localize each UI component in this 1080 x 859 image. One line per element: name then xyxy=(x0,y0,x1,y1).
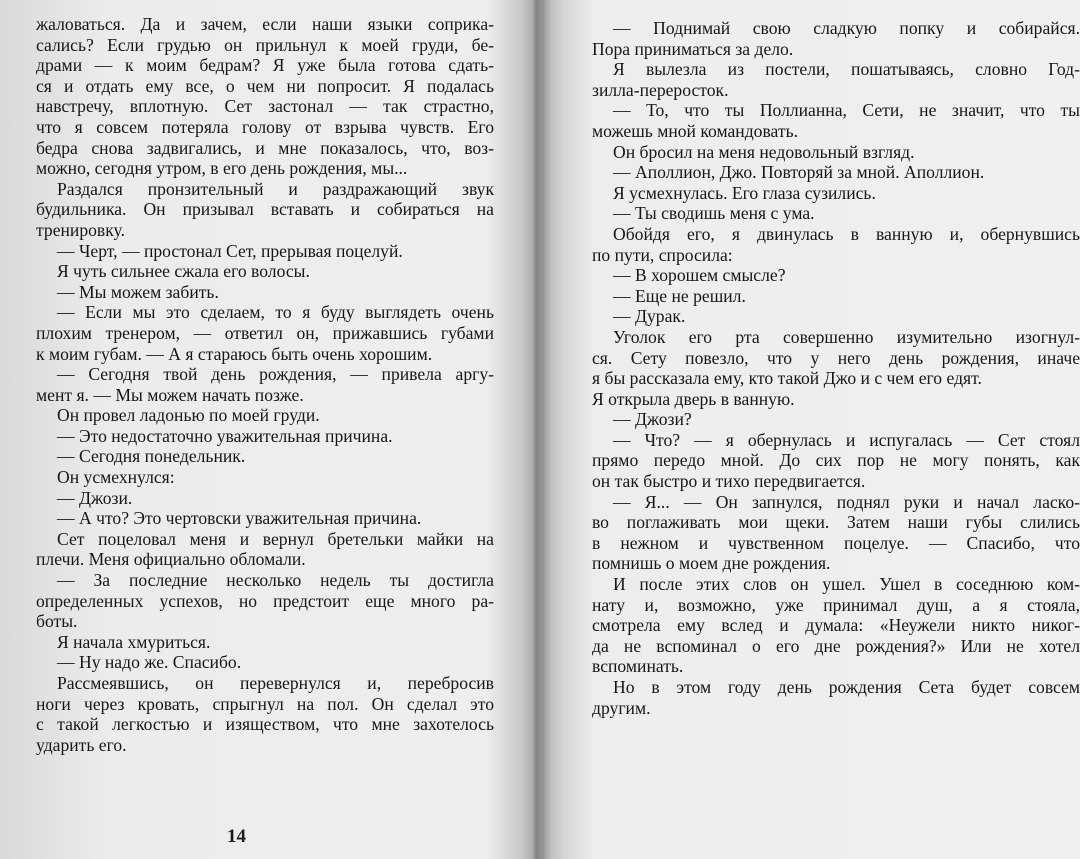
text-line: можешь мной командовать. xyxy=(592,120,798,141)
text-line: что я совсем потеряла голову от взрыва чувств. Его xyxy=(36,116,494,137)
text-line: зилла-переросток. xyxy=(592,79,729,100)
text-line: — Черт, — простонал Сет, прерывая поцелуй. xyxy=(57,240,403,261)
text-line: с такой легкостью и изяществом, что мне захотелось xyxy=(36,714,494,735)
text-line: — Аполлион, Джо. Повторяй за мной. Аполлион. xyxy=(613,162,985,183)
text-line: можно, сегодня утром, в его день рождения, мы... xyxy=(36,158,408,179)
text-line: вспоминать. xyxy=(592,656,684,677)
text-line: Но в этом году день рождения Сета будет совсем xyxy=(613,677,1080,697)
right-page-text xyxy=(592,14,1080,718)
text-line: — Сегодня понедельник. xyxy=(57,446,246,467)
text-line: — Что? — я обернулась и испугалась — Сет стоял xyxy=(613,429,1080,450)
text-line: сались? Если грудью он прильнул к моей груди, бе- xyxy=(36,34,494,55)
text-line: — Джози? xyxy=(613,409,692,430)
text-line: Уголок его рта совершенно изумительно изогнул- xyxy=(613,326,1080,347)
text-line: в нежном и чувственном поцелуе. — Спасибо, что xyxy=(592,532,1080,553)
text-line: к моим губам. — А я стараюсь быть очень хорошим. xyxy=(36,343,433,364)
text-line: мент я. — Мы можем начать позже. xyxy=(36,384,304,405)
text-line: другим. xyxy=(592,697,651,718)
text-line: Я вылезла из постели, пошатываясь, словно Год- xyxy=(613,59,1080,80)
text-line: — Джози. xyxy=(57,487,133,508)
right-page xyxy=(546,0,1080,859)
text-line: прямо передо мной. До сих пор не могу понять, как xyxy=(592,450,1080,471)
text-line: Он усмехнулся: xyxy=(57,467,175,488)
text-line: — Ну надо же. Спасибо. xyxy=(57,652,242,673)
page-number: 14 xyxy=(227,826,246,847)
text-line: да не вспоминал о его дне рождения?» Или не хотел xyxy=(592,635,1080,656)
text-line: — То, что ты Поллианна, Сети, не значит, что ты xyxy=(613,100,1080,121)
text-line: — Поднимай свою сладкую попку и собирайся. xyxy=(613,18,1080,38)
text-line: Рассмеявшись, он перевернулся и, перебросив xyxy=(57,673,494,693)
text-line: смотрела ему вслед и думала: «Неужели никто никог- xyxy=(592,615,1080,636)
text-line: Я открыла дверь в ванную. xyxy=(592,388,795,409)
text-line: — Я... — Он запнулся, поднял руки и начал ласко- xyxy=(613,491,1080,512)
text-line: бедра снова задвигались, и мне показалось, что, воз- xyxy=(36,137,494,158)
text-line: — Сегодня твой день рождения, — привела аргу- xyxy=(57,364,494,385)
text-line: он так быстро и тихо передвигается. xyxy=(592,471,866,492)
text-line: — В хорошем смысле? xyxy=(613,265,786,286)
text-line: Раздался пронзительный и раздражающий звук xyxy=(57,178,494,199)
text-line: — За последние несколько недель ты достигла xyxy=(57,570,494,591)
text-line: плечи. Меня официально обломали. xyxy=(36,549,306,570)
text-line: плохим тренером, — ответил он, прижавшись губами xyxy=(36,322,494,343)
text-line: будильника. Он призывал вставать и собираться на xyxy=(36,199,494,220)
text-line: боты. xyxy=(36,611,78,632)
text-line: Пора приниматься за дело. xyxy=(592,38,794,59)
text-line: — Еще не решил. xyxy=(613,285,746,306)
left-page-text xyxy=(36,14,494,755)
text-line: — Мы можем забить. xyxy=(57,281,219,302)
text-line: Я начала хмуриться. xyxy=(57,631,211,652)
text-line: ся и отдать ему все, о чем ни попросит. Я подалась xyxy=(36,75,494,96)
text-line: Я чуть сильнее сжала его волосы. xyxy=(57,261,310,282)
text-line: во поглаживать мои щеки. Затем наши губы слились xyxy=(592,512,1080,533)
text-line: жаловаться. Да и зачем, если наши языки соприка- xyxy=(36,14,494,34)
left-page xyxy=(0,0,532,859)
text-line: Он бросил на меня недовольный взгляд. xyxy=(613,141,915,162)
text-line: Обойдя его, я двинулась в ванную и, обернувшись xyxy=(613,223,1080,244)
text-line: ноги через кровать, спрыгнул на пол. Он сделал это xyxy=(36,693,494,714)
text-line: — Это недостаточно уважительная причина. xyxy=(57,425,393,446)
text-line: — А что? Это чертовски уважительная причина. xyxy=(57,508,422,529)
text-line: драми — к моим бедрам? Я уже была готова сдать- xyxy=(36,55,494,76)
text-line: Он провел ладонью по моей груди. xyxy=(57,405,320,426)
text-line: — Дурак. xyxy=(613,306,686,327)
text-line: по пути, спросила: xyxy=(592,244,733,265)
text-line: я бы рассказала ему, кто такой Джо и с чем его едят. xyxy=(592,368,982,389)
text-line: И после этих слов он ушел. Ушел в соседнюю ком- xyxy=(613,574,1080,595)
text-line: определенных успехов, но предстоит еще много ра- xyxy=(36,590,494,611)
text-line: нату и, возможно, уже принимал душ, а я стояла, xyxy=(592,594,1080,615)
text-line: тренировку. xyxy=(36,219,125,240)
text-line: Я усмехнулась. Его глаза сузились. xyxy=(613,182,876,203)
text-line: навстречу, вплотную. Сет застонал — так страстно, xyxy=(36,96,494,117)
text-line: — Если мы это сделаем, то я буду выглядеть очень xyxy=(57,302,494,323)
text-line: ся. Сету повезло, что у него день рождения, иначе xyxy=(592,347,1080,368)
text-line: помнишь о моем дне рождения. xyxy=(592,553,831,574)
text-line: ударить его. xyxy=(36,734,127,755)
text-line: Сет поцеловал меня и вернул бретельки майки на xyxy=(57,528,494,549)
text-line: — Ты сводишь меня с ума. xyxy=(613,203,815,224)
